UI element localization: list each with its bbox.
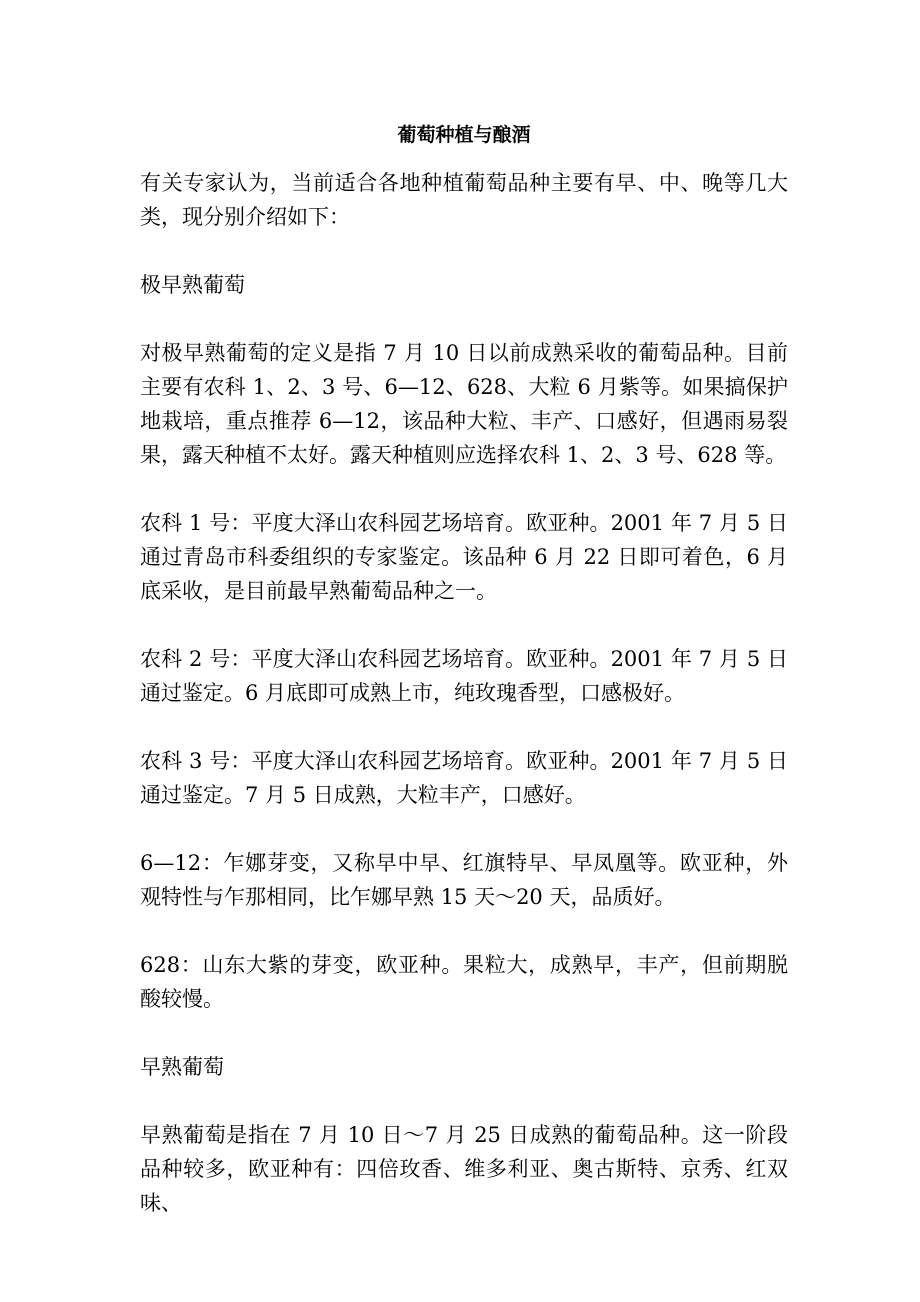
document-page	[140, 118, 788, 1254]
variety-6-12-paragraph: 6—12：乍娜芽变，又称早中早、红旗特早、早凤凰等。欧亚种，外观特性与乍那相同，比乍娜早熟 15 天～20 天，品质好。	[140, 851, 788, 909]
very-early-definition-paragraph: 对极早熟葡萄的定义是指 7 月 10 日以前成熟采收的葡萄品种。目前主要有农科 1、2、3 号、6—12、628、大粒 6 月紫等。如果搞保护地栽培，重点推荐 6—12，该品种大粒、丰产、口感好，但遇雨易裂果，露天种植不太好。露天种植则应选择农科 1、2、3 号、628 等。	[140, 341, 788, 467]
document-title: 葡萄种植与酿酒	[397, 124, 531, 146]
nongke-1-paragraph: 农科 1 号：平度大泽山农科园艺场培育。欧亚种。2001 年 7 月 5 日通过青岛市科委组织的专家鉴定。该品种 6 月 22 日即可着色，6 月底采收，是目前最早熟葡萄品种之一。	[140, 511, 788, 603]
section-heading-very-early: 极早熟葡萄	[140, 273, 245, 297]
section-heading-early: 早熟葡萄	[140, 1055, 224, 1079]
nongke-2-paragraph: 农科 2 号：平度大泽山农科园艺场培育。欧亚种。2001 年 7 月 5 日通过鉴定。6 月底即可成熟上市，纯玫瑰香型，口感极好。	[140, 647, 788, 705]
nongke-3-paragraph: 农科 3 号：平度大泽山农科园艺场培育。欧亚种。2001 年 7 月 5 日通过鉴定。7 月 5 日成熟，大粒丰产，口感好。	[140, 749, 788, 807]
intro-paragraph: 有关专家认为，当前适合各地种植葡萄品种主要有早、中、晚等几大类，现分别介绍如下：	[140, 171, 788, 229]
early-definition-paragraph: 早熟葡萄是指在 7 月 10 日～7 月 25 日成熟的葡萄品种。这一阶段品种较多，欧亚种有：四倍玫香、维多利亚、奥古斯特、京秀、红双味、	[140, 1123, 788, 1215]
variety-628-paragraph: 628：山东大紫的芽变，欧亚种。果粒大，成熟早，丰产，但前期脱酸较慢。	[140, 953, 788, 1011]
